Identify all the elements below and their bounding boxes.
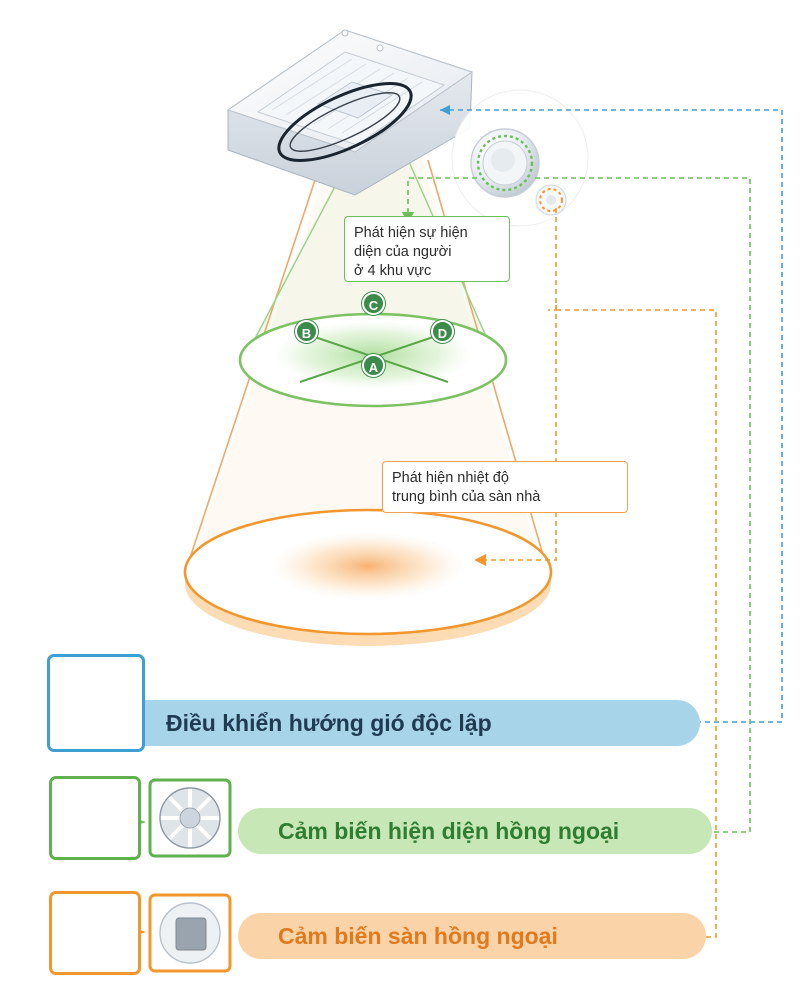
callout-line: ở 4 khu vực [354, 263, 432, 280]
zone-badge-b: B [295, 320, 318, 343]
zone-badge-c: C [362, 292, 385, 315]
legend-label-airflow: Điều khiển hướng gió độc lập [166, 709, 492, 736]
floor-temperature-disc [185, 510, 551, 646]
legend-bar-presence [238, 808, 712, 854]
callout-line: Phát hiện sự hiện [354, 225, 468, 241]
legend-bar-airflow [118, 700, 700, 746]
callout-presence-detection [344, 216, 510, 282]
legend-bar-floor [238, 913, 706, 959]
callout-floor-temperature [382, 461, 628, 513]
legend-label-floor: Cảm biến sàn hồng ngoại [278, 922, 558, 949]
ceiling-cassette-unit [228, 30, 472, 195]
zone-badge-d: D [431, 320, 454, 343]
legend-label-presence: Cảm biến hiện diện hồng ngoại [278, 817, 620, 844]
infrared-presence-sensor-icon [49, 776, 141, 860]
infrared-floor-sensor-icon [49, 891, 141, 975]
zone-badge-a: A [362, 354, 385, 377]
callout-line: Phát hiện nhiệt độ [392, 470, 509, 486]
callout-line: trung bình của sàn nhà [392, 489, 541, 506]
callout-line: diện của người [354, 244, 452, 261]
louver-vane-icon [47, 654, 145, 752]
